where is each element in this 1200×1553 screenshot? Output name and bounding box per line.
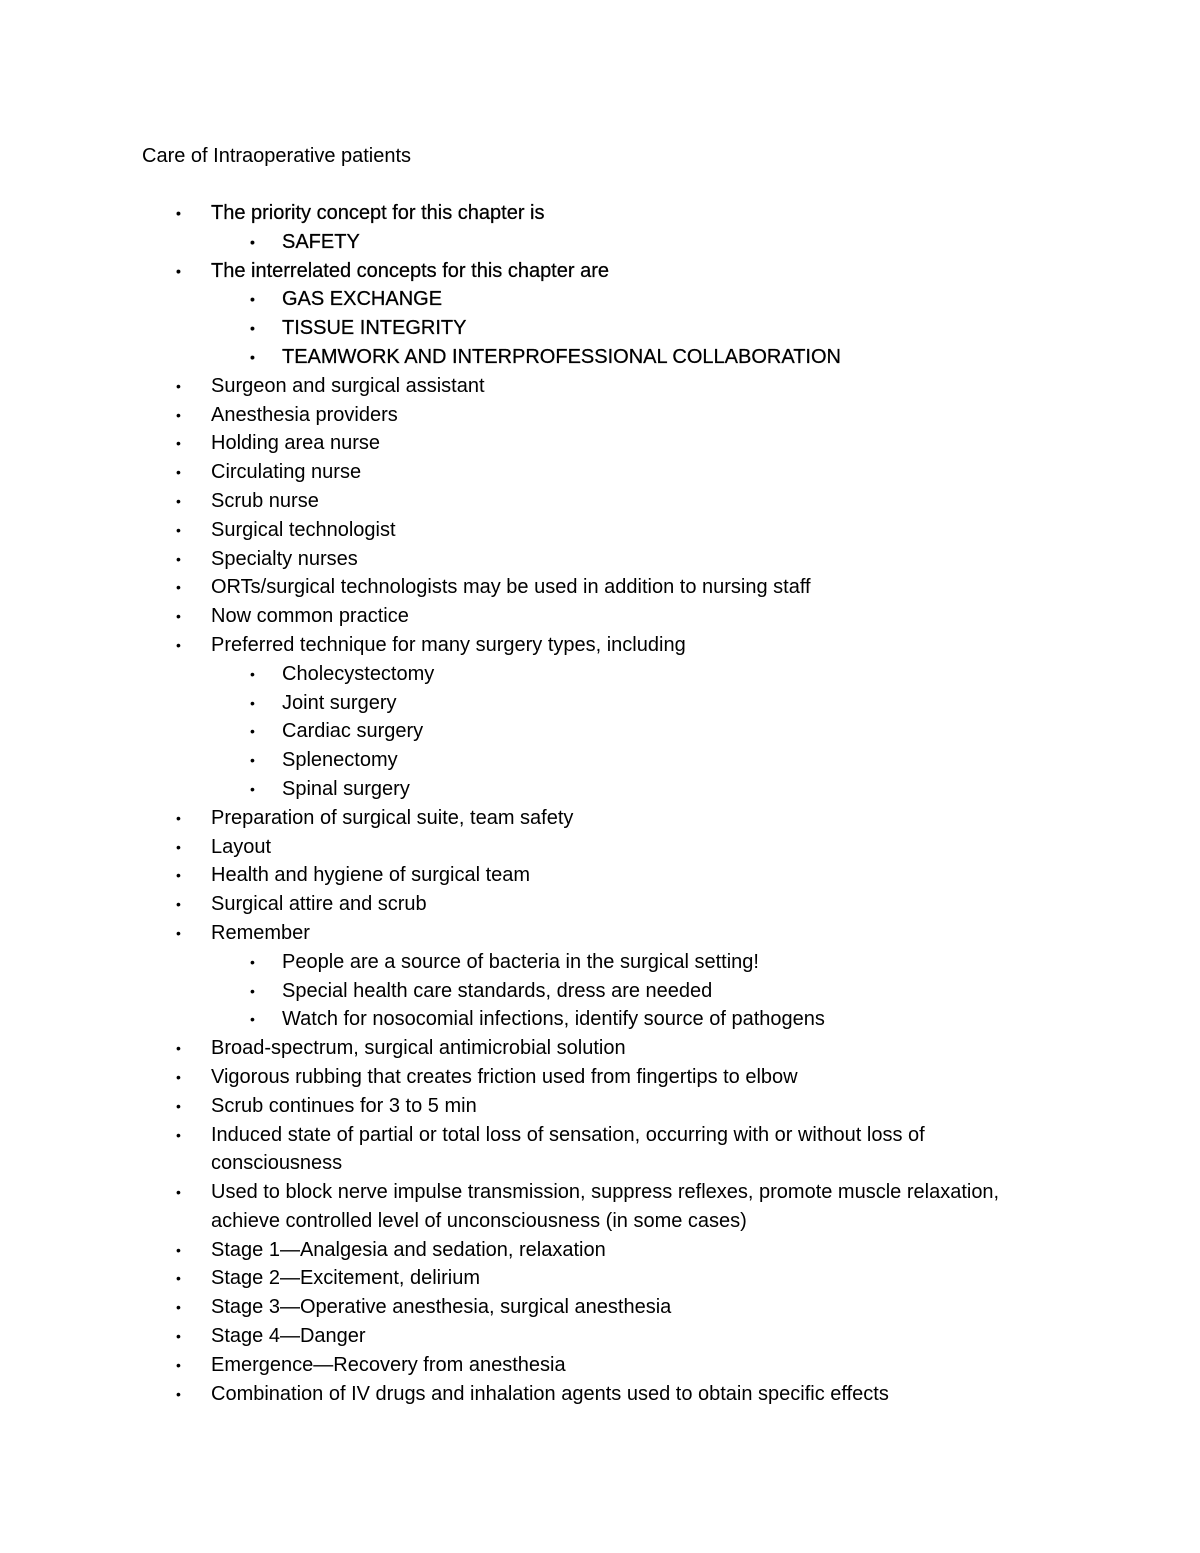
list-item: [0, 919, 1200, 948]
bullet-icon: •: [176, 579, 181, 596]
list-item: [0, 228, 1200, 257]
list-item: [0, 487, 1200, 516]
list-item: [0, 804, 1200, 833]
list-item: [0, 1063, 1200, 1092]
list-item: [0, 573, 1200, 602]
bullet-icon: •: [176, 896, 181, 913]
list-item: [0, 199, 1200, 228]
bullet-icon: •: [176, 377, 181, 394]
list-item: [0, 746, 1200, 775]
list-item-text: Preparation of surgical suite, team safety: [211, 806, 574, 829]
bullet-icon: •: [250, 348, 255, 365]
list-item: [0, 1092, 1200, 1121]
list-item: [0, 1322, 1200, 1351]
list-item-text: Stage 1—Analgesia and sedation, relaxation: [211, 1238, 606, 1261]
list-item: [0, 429, 1200, 458]
list-item: [0, 833, 1200, 862]
list-item: [0, 545, 1200, 574]
list-item: [0, 372, 1200, 401]
bullet-icon: •: [176, 464, 181, 481]
list-item-text: Remember: [211, 921, 310, 944]
list-item-text: Spinal surgery: [282, 777, 410, 800]
bullet-icon: •: [176, 1241, 181, 1258]
list-item: [0, 1178, 1200, 1236]
bullet-icon: •: [176, 1385, 181, 1402]
list-item-text: TISSUE INTEGRITY: [282, 317, 467, 340]
list-item-text: The interrelated concepts for this chapter are: [211, 259, 609, 282]
bullet-icon: •: [176, 867, 181, 884]
list-item-text: Watch for nosocomial infections, identify source of pathogens: [282, 1008, 825, 1031]
list-item: [0, 1121, 1200, 1179]
bullet-icon: •: [250, 982, 255, 999]
list-item: [0, 977, 1200, 1006]
bullet-icon: •: [176, 1356, 181, 1373]
list-item: [0, 516, 1200, 545]
bullet-icon: •: [176, 1270, 181, 1287]
bullet-icon: •: [176, 492, 181, 509]
list-item-text: Surgical attire and scrub: [211, 893, 427, 916]
list-item-text: Broad-spectrum, surgical antimicrobial solution: [211, 1037, 626, 1060]
list-item: [0, 602, 1200, 631]
list-item: [0, 314, 1200, 343]
list-item: [0, 1005, 1200, 1034]
list-item-text: Now common practice: [211, 605, 409, 628]
list-item-text: Surgical technologist: [211, 518, 396, 541]
list-item: [0, 1034, 1200, 1063]
bullet-icon: •: [250, 1011, 255, 1028]
list-item-text: Combination of IV drugs and inhalation agents used to obtain specific effects: [211, 1382, 889, 1405]
list-item-text: ORTs/surgical technologists may be used in addition to nursing staff: [211, 576, 811, 599]
list-item-text: Special health care standards, dress are needed: [282, 979, 713, 1002]
list-item: [0, 660, 1200, 689]
bullet-icon: •: [250, 723, 255, 740]
bullet-icon: •: [250, 953, 255, 970]
bullet-icon: •: [176, 809, 181, 826]
bullet-icon: •: [176, 1328, 181, 1345]
list-item-text: SAFETY: [282, 230, 360, 253]
list-item-text: Circulating nurse: [211, 461, 362, 484]
bullet-icon: •: [176, 550, 181, 567]
list-item-text: Anesthesia providers: [211, 403, 398, 426]
bullet-icon: •: [176, 521, 181, 538]
bullet-icon: •: [176, 1184, 181, 1201]
bullet-icon: •: [176, 406, 181, 423]
bullet-icon: •: [176, 924, 181, 941]
list-item: [0, 861, 1200, 890]
list-item: [0, 257, 1200, 286]
list-item-text: Used to block nerve impulse transmission, suppress reflexes, promote muscle relaxation, achieve controlled level of unconsciousness (in some cases): [211, 1181, 1000, 1232]
list-item-text: Scrub nurse: [211, 489, 319, 512]
list-item-text: Splenectomy: [282, 749, 398, 772]
list-item-text: Health and hygiene of surgical team: [211, 864, 531, 887]
bullet-icon: •: [176, 435, 181, 452]
bullet-icon: •: [176, 1126, 181, 1143]
list-item-text: Stage 4—Danger: [211, 1325, 366, 1348]
bullet-icon: •: [250, 320, 255, 337]
bullet-icon: •: [250, 233, 255, 250]
list-item: [0, 775, 1200, 804]
list-item-text: Cardiac surgery: [282, 720, 424, 743]
list-item-text: The priority concept for this chapter is: [211, 202, 545, 224]
list-item-text: Preferred technique for many surgery types, including: [211, 633, 686, 656]
list-item: [0, 1293, 1200, 1322]
bullet-icon: •: [250, 291, 255, 308]
bullet-icon: •: [176, 205, 181, 221]
bullet-icon: •: [176, 1068, 181, 1085]
list-item-text: Cholecystectomy: [282, 662, 435, 685]
list-item: [0, 458, 1200, 487]
list-item: [0, 1380, 1200, 1409]
bullet-icon: •: [176, 1299, 181, 1316]
bullet-icon: •: [176, 838, 181, 855]
bullet-icon: •: [250, 752, 255, 769]
list-item-text: People are a source of bacteria in the surgical setting!: [282, 950, 759, 973]
list-item: [0, 1351, 1200, 1380]
list-item-text: Joint surgery: [282, 691, 397, 714]
bullet-icon: •: [176, 1040, 181, 1057]
list-item-text: Specialty nurses: [211, 547, 358, 570]
list-item-text: Layout: [211, 835, 272, 858]
bullet-icon: •: [250, 694, 255, 711]
list-item: [0, 631, 1200, 660]
list-item: [0, 1236, 1200, 1265]
list-item-text: TEAMWORK AND INTERPROFESSIONAL COLLABORATION: [282, 345, 841, 368]
document-title: Care of Intraoperative patients: [142, 145, 412, 167]
bullet-icon: •: [250, 665, 255, 682]
list-item-text: Holding area nurse: [211, 432, 380, 455]
list-item: [0, 890, 1200, 919]
list-item: [0, 717, 1200, 746]
list-item: [0, 689, 1200, 718]
bullet-icon: •: [176, 608, 181, 625]
bullet-icon: •: [176, 1097, 181, 1114]
list-item-text: GAS EXCHANGE: [282, 288, 443, 311]
bullet-icon: •: [250, 780, 255, 797]
list-item: [0, 343, 1200, 372]
bullet-icon: •: [176, 636, 181, 653]
list-item-text: Surgeon and surgical assistant: [211, 374, 485, 397]
list-item-text: Emergence—Recovery from anesthesia: [211, 1353, 566, 1376]
list-item: [0, 948, 1200, 977]
list-item-text: Scrub continues for 3 to 5 min: [211, 1094, 477, 1117]
bullet-icon: •: [176, 262, 181, 279]
list-item: [0, 285, 1200, 314]
bullet-list: [0, 199, 1200, 1408]
list-item-text: Stage 3—Operative anesthesia, surgical anesthesia: [211, 1296, 672, 1319]
list-item-text: Vigorous rubbing that creates friction used from fingertips to elbow: [211, 1065, 798, 1088]
list-item: [0, 1264, 1200, 1293]
list-item-text: Induced state of partial or total loss of sensation, occurring with or without loss of consciousness: [211, 1123, 925, 1175]
list-item: [0, 401, 1200, 430]
list-item-text: Stage 2—Excitement, delirium: [211, 1267, 481, 1290]
